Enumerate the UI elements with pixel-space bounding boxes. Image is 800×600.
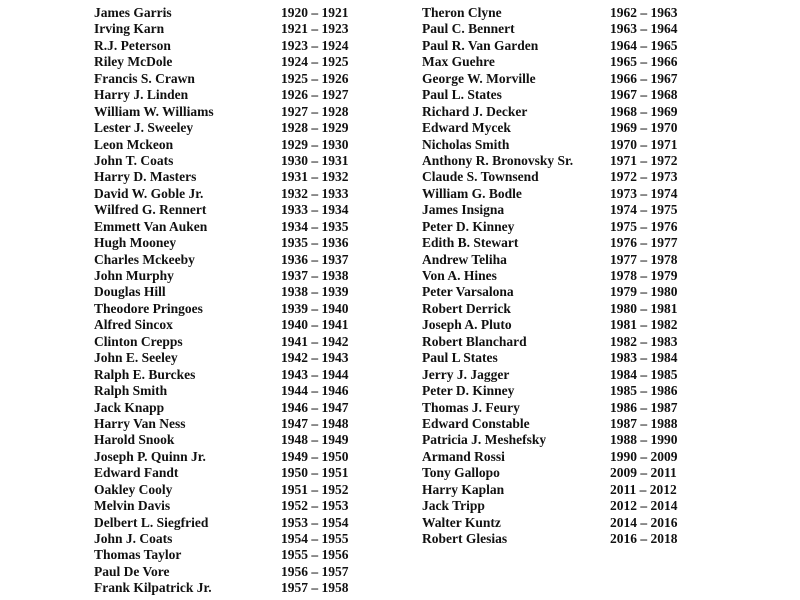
officer-name: Robert Blanchard: [422, 333, 527, 349]
officer-name: Thomas Taylor: [94, 547, 182, 563]
officer-name: Delbert L. Siegfried: [94, 514, 209, 530]
term-years: 1954 – 1955: [281, 531, 349, 546]
officer-name: Armand Rossi: [422, 448, 505, 464]
term-years: 2014 – 2016: [610, 514, 678, 530]
officer-name: Von A. Hines: [422, 268, 497, 283]
officer-name: Jack Knapp: [94, 399, 165, 415]
officer-name: Harry Kaplan: [422, 481, 505, 497]
term-years: 1963 – 1964: [610, 21, 678, 37]
term-years: 1956 – 1957: [281, 563, 349, 579]
officer-name: Anthony R. Bronovsky Sr.: [422, 152, 574, 168]
term-years: 1986 – 1987: [610, 399, 678, 415]
term-years: 2016 – 2018: [610, 531, 678, 546]
term-years: 1949 – 1950: [281, 448, 349, 464]
officer-name: Edward Mycek: [422, 120, 511, 136]
term-years: 1929 – 1930: [281, 136, 349, 152]
officer-name: Walter Kuntz: [422, 514, 501, 530]
officer-name: Patricia J. Meshefsky: [422, 432, 547, 448]
officer-name: Lester J. Sweeley: [94, 120, 194, 136]
term-years: 1970 – 1971: [610, 136, 678, 152]
term-years: 1939 – 1940: [281, 300, 349, 316]
term-years: 1946 – 1947: [281, 399, 349, 415]
officer-name: Irving Karn: [94, 21, 165, 37]
officer-name: Harry D. Masters: [94, 169, 197, 185]
officer-name: John Murphy: [94, 268, 174, 283]
term-years: 1974 – 1975: [610, 202, 678, 218]
officer-name: William G. Bodle: [422, 185, 522, 201]
term-years: 1950 – 1951: [281, 465, 349, 481]
officer-name: Frank Kilpatrick Jr.: [94, 580, 212, 596]
term-years: 1937 – 1938: [281, 268, 349, 283]
officer-name: Claude S. Townsend: [422, 169, 539, 185]
officer-name: Max Guehre: [422, 54, 495, 70]
term-years: 1923 – 1924: [281, 37, 349, 53]
officer-name: Joseph P. Quinn Jr.: [94, 448, 206, 464]
officer-name: Theodore Pringoes: [94, 300, 203, 316]
term-years: 1967 – 1968: [610, 87, 678, 103]
officer-name: Edward Fandt: [94, 465, 179, 481]
term-years: 1990 – 2009: [610, 448, 678, 464]
officer-name: John E. Seeley: [94, 350, 178, 366]
term-years: 1940 – 1941: [281, 317, 349, 333]
term-years: 1921 – 1923: [281, 21, 349, 37]
officer-name: Paul C. Bennert: [422, 21, 515, 37]
term-years: 1952 – 1953: [281, 498, 349, 514]
officer-name: Leon Mckeon: [94, 136, 174, 152]
term-years: 1965 – 1966: [610, 54, 678, 70]
officer-name: Paul L. States: [422, 87, 502, 103]
term-years: 2012 – 2014: [610, 498, 678, 514]
officer-name: Peter D. Kinney: [422, 218, 515, 234]
officer-name: Edith B. Stewart: [422, 235, 519, 251]
term-years: 2011 – 2012: [610, 481, 677, 497]
term-years: 1968 – 1969: [610, 103, 678, 119]
officer-name: Ralph E. Burckes: [94, 366, 196, 382]
term-years: 1941 – 1942: [281, 333, 349, 349]
officer-name: Francis S. Crawn: [94, 70, 195, 86]
officer-name: Peter D. Kinney: [422, 383, 515, 399]
officer-name: Wilfred G. Rennert: [94, 202, 207, 218]
officer-name: Oakley Cooly: [94, 481, 173, 497]
term-years: 1931 – 1932: [281, 169, 349, 185]
term-years: 1975 – 1976: [610, 218, 678, 234]
officer-name: John J. Coats: [94, 531, 173, 546]
term-years: 1981 – 1982: [610, 317, 678, 333]
officer-name: Riley McDole: [94, 54, 173, 70]
term-years: 1924 – 1925: [281, 54, 349, 70]
term-years: 1927 – 1928: [281, 103, 349, 119]
officer-name: David W. Goble Jr.: [94, 185, 204, 201]
officer-name: Douglas Hill: [94, 284, 166, 300]
officer-name: Paul L States: [422, 350, 498, 366]
term-years: 1948 – 1949: [281, 432, 349, 448]
term-years: 1973 – 1974: [610, 185, 678, 201]
officer-name: Harry Van Ness: [94, 415, 186, 431]
term-years: 1979 – 1980: [610, 284, 678, 300]
term-years: 1978 – 1979: [610, 268, 678, 283]
officer-name: Clinton Crepps: [94, 333, 183, 349]
officer-name: James Insigna: [422, 202, 505, 218]
term-years: 1930 – 1931: [281, 152, 349, 168]
officer-name: Charles Mckeeby: [94, 251, 195, 267]
officer-name: Edward Constable: [422, 415, 530, 431]
term-years: 1977 – 1978: [610, 251, 678, 267]
term-years: 1985 – 1986: [610, 383, 678, 399]
officer-name: Hugh Mooney: [94, 235, 177, 251]
officer-name: Paul R. Van Garden: [422, 37, 539, 53]
officer-name: Thomas J. Feury: [422, 399, 520, 415]
term-years: 1938 – 1939: [281, 284, 349, 300]
term-years: 1971 – 1972: [610, 152, 678, 168]
term-years: 1951 – 1952: [281, 481, 349, 497]
officer-name: Peter Varsalona: [422, 284, 514, 300]
term-years: 1920 – 1921: [281, 5, 349, 20]
officer-name: Tony Gallopo: [422, 465, 500, 481]
term-years: 1980 – 1981: [610, 300, 678, 316]
officer-name: Paul De Vore: [94, 563, 170, 579]
term-years: 1935 – 1936: [281, 235, 349, 251]
term-years: 1942 – 1943: [281, 350, 349, 366]
term-years: 1987 – 1988: [610, 415, 678, 431]
officer-name: Alfred Sincox: [94, 317, 173, 333]
term-years: 1982 – 1983: [610, 333, 678, 349]
officer-name: William W. Williams: [94, 103, 214, 119]
officer-name: Harold Snook: [94, 432, 175, 448]
term-years: 1957 – 1958: [281, 580, 349, 596]
officer-name: Emmett Van Auken: [94, 218, 208, 234]
officer-name: Robert Derrick: [422, 300, 511, 316]
term-years: 1972 – 1973: [610, 169, 678, 185]
term-years: 1936 – 1937: [281, 251, 349, 267]
officer-name: Ralph Smith: [94, 383, 168, 399]
officer-name: Robert Glesias: [422, 531, 508, 546]
term-years: 1955 – 1956: [281, 547, 349, 563]
term-years: 1976 – 1977: [610, 235, 678, 251]
officer-name: John T. Coats: [94, 152, 174, 168]
term-years: 1926 – 1927: [281, 87, 349, 103]
officer-name: Joseph A. Pluto: [422, 317, 512, 333]
officer-name: Andrew Teliha: [422, 251, 507, 267]
term-years: 1962 – 1963: [610, 5, 678, 20]
term-years: 1925 – 1926: [281, 70, 349, 86]
term-years: 1928 – 1929: [281, 120, 349, 136]
officer-name: Melvin Davis: [94, 498, 171, 514]
term-years: 1988 – 1990: [610, 432, 678, 448]
officer-name: Nicholas Smith: [422, 136, 510, 152]
term-years: 2009 – 2011: [610, 465, 677, 481]
officer-name: Theron Clyne: [422, 5, 502, 20]
term-years: 1943 – 1944: [281, 366, 349, 382]
officer-name: R.J. Peterson: [94, 37, 171, 53]
term-years: 1964 – 1965: [610, 37, 678, 53]
term-years: 1984 – 1985: [610, 366, 678, 382]
officer-name: Jack Tripp: [422, 498, 485, 514]
officer-name: George W. Morville: [422, 70, 536, 86]
term-years: 1969 – 1970: [610, 120, 678, 136]
term-years: 1932 – 1933: [281, 185, 349, 201]
term-years: 1944 – 1946: [281, 383, 349, 399]
officer-name: Harry J. Linden: [94, 87, 189, 103]
term-years: 1934 – 1935: [281, 218, 349, 234]
term-years: 1966 – 1967: [610, 70, 678, 86]
term-years: 1953 – 1954: [281, 514, 349, 530]
term-years: 1983 – 1984: [610, 350, 678, 366]
term-years: 1933 – 1934: [281, 202, 349, 218]
term-years: 1947 – 1948: [281, 415, 349, 431]
officer-name: Jerry J. Jagger: [422, 366, 510, 382]
officer-name: Richard J. Decker: [422, 103, 528, 119]
officer-name: James Garris: [94, 5, 172, 20]
